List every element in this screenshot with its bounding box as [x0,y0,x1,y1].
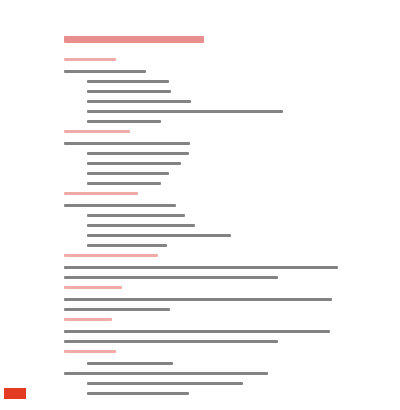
body-line-18 [64,274,314,281]
body-line-6 [87,118,207,125]
body-line-4 [87,98,237,105]
body-line-15 [87,232,277,239]
body-line-9 [87,160,227,167]
body-line-8 [87,150,227,157]
document-title [64,33,284,47]
body-line-16 [87,242,207,249]
body-line-12 [64,202,214,209]
section-heading-5 [64,284,144,291]
body-line-20 [64,306,204,313]
page-badge [4,388,26,399]
body-line-25 [87,380,277,387]
body-line-19 [64,296,364,303]
section-heading-7 [64,348,144,355]
section-heading-3 [64,190,164,197]
body-line-21 [64,328,364,335]
body-line-11 [87,180,207,187]
section-heading-6 [64,316,144,323]
body-line-10 [87,170,217,177]
body-line-2 [87,78,217,85]
body-line-17 [64,264,364,271]
body-line-23 [87,360,207,367]
body-line-22 [64,338,314,345]
body-line-1 [64,68,194,75]
section-heading-4 [64,252,184,259]
body-line-7 [64,140,224,147]
body-line-13 [87,212,227,219]
section-heading-1 [64,56,134,63]
section-heading-2 [64,128,154,135]
body-line-24 [64,370,304,377]
body-line-14 [87,222,237,229]
body-line-5 [87,108,307,115]
body-line-26 [87,390,227,397]
body-line-3 [87,88,217,95]
